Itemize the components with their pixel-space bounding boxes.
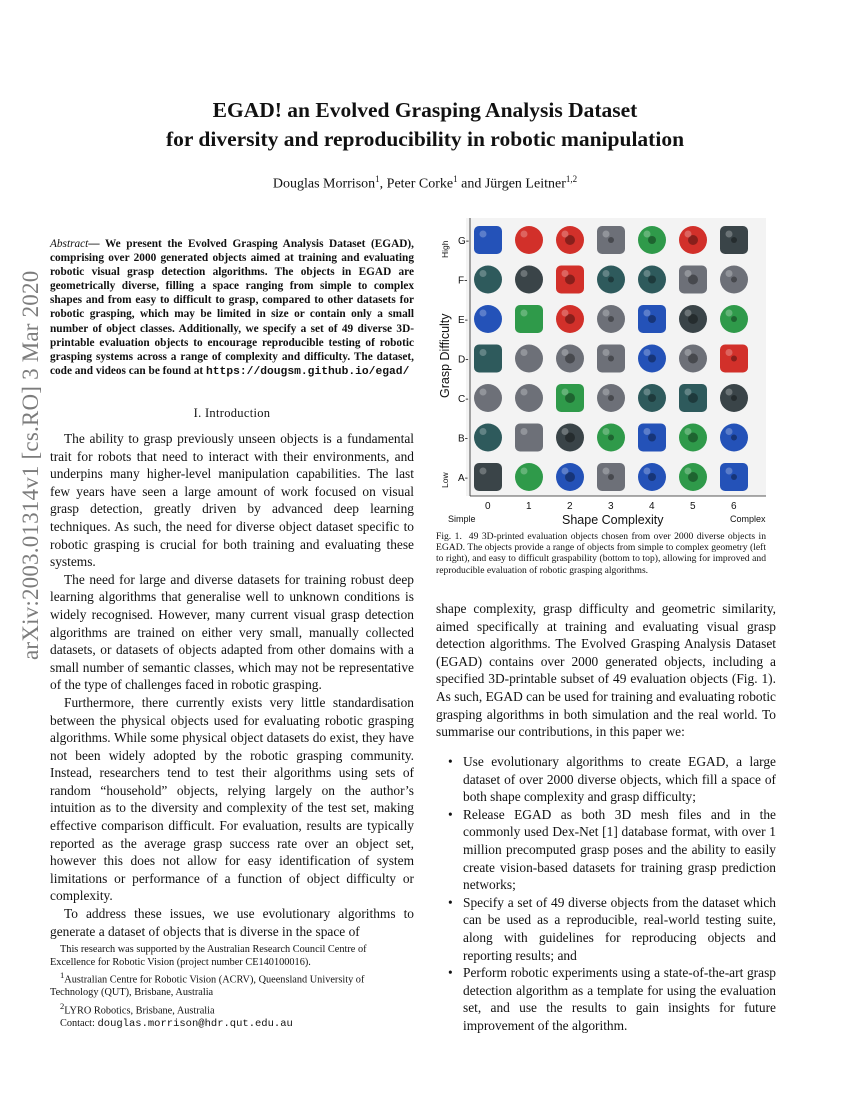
object-cell: [515, 226, 543, 254]
object-cell: [474, 384, 502, 412]
object-cell: [597, 463, 625, 491]
object-highlight: [562, 468, 569, 475]
object-cell: [679, 226, 707, 254]
y-tick-label: B-: [458, 433, 468, 445]
object-highlight: [521, 389, 528, 396]
object-cell: [515, 305, 543, 333]
object-cell: [679, 384, 707, 412]
object-highlight: [480, 349, 487, 356]
object-highlight: [603, 389, 610, 396]
object-hole: [608, 237, 614, 243]
object-cell: [474, 424, 502, 452]
object-highlight: [603, 231, 610, 238]
object-shape: [515, 384, 543, 412]
author-1-affiliation: 1: [375, 174, 380, 184]
object-hole: [648, 236, 656, 244]
object-cell: [597, 226, 625, 254]
object-highlight: [521, 231, 528, 238]
object-cell: [556, 266, 584, 294]
affiliation-2: $^2$LYRO Robotics, Brisbane, Australia: [60, 1000, 215, 1017]
object-cell: [597, 305, 625, 333]
arxiv-stamp: arXiv:2003.01314v1 [cs.RO] 3 Mar 2020: [18, 270, 43, 660]
y-tick-label: D-: [458, 354, 469, 366]
object-cell: [720, 384, 748, 412]
abstract-text: — We present the Evolved Grasping Analysis Dataset (EGAD), comprising over 2000 generated objects aimed at training and evaluating robotic visual grasp detection algorithms. The objects in EGAD are geometrically diverse, filling a space ranging from simple to complex shapes and from easy to difficult to grasp, compared to other datasets for robotic grasping, which may be limited in size or contain only a small number of object classes. Additionally, we specify a set of 49 diverse 3D-printable evaluation objects to encourage reproducible testing of robotic grasping systems across a range of complexity and difficulty. The dataset, code and videos can be found at: [50, 238, 414, 377]
contact-line: Contact: douglas.morrison@hdr.qut.edu.au: [60, 1017, 293, 1030]
y-tick-label: C-: [458, 394, 469, 405]
contact-email-link[interactable]: douglas.morrison@hdr.qut.edu.au: [97, 1017, 293, 1030]
object-highlight: [726, 468, 733, 475]
object-highlight: [521, 349, 528, 356]
contribution-list: [436, 753, 776, 1035]
author-list: Douglas Morrison$^1$, Peter Corke$^1$ and Jürgen Leitner$^{1,2}$: [272, 174, 578, 192]
intro-paragraph: The need for large and diverse datasets for training robust deep learning algorithms that generalise well to unknown conditions is widely recognised. However, many current visual grasp detection algorithms are trained on either very small, manually collected datasets, or datasets of objects adapted from other domains with a small number of semantic classes, which may not be representative of the type of challenges faced in robotic grasping.: [50, 571, 414, 693]
title-line-2: for diversity and reproducibility in robotic manipulation: [165, 127, 685, 151]
object-cell: [597, 384, 625, 412]
object-highlight: [685, 389, 692, 396]
list-item: • Specify a set of 49 diverse objects from the dataset which can be used as a reproducible, real-world testing suite, along with guidelines for reproducing objects and reporting results; and: [448, 894, 776, 963]
object-highlight: [644, 270, 651, 277]
funding-note: This research was supported by the Australian Research Council Centre of Excellence for Robotic Vision (project number CE140100016).: [50, 944, 367, 968]
object-highlight: [562, 270, 569, 277]
object-cell: [720, 305, 748, 333]
object-shape: [474, 305, 502, 333]
object-shape: [515, 424, 543, 452]
x-tick-label: 1: [526, 501, 532, 512]
object-cell: [720, 266, 748, 294]
caption-label: Fig. 1.: [436, 531, 462, 542]
object-shape: [474, 384, 502, 412]
x-simple-label: Simple: [448, 514, 476, 524]
object-highlight: [562, 428, 569, 435]
object-highlight: [603, 428, 610, 435]
object-cell: [638, 424, 666, 452]
object-cell: [679, 266, 707, 294]
object-hole: [731, 356, 737, 362]
object-cell: [474, 345, 502, 373]
object-hole: [608, 277, 614, 283]
x-tick-label: 5: [690, 501, 696, 512]
abstract-label: Abstract: [50, 238, 89, 250]
footnotes: [50, 944, 414, 1030]
y-tick-label: G-: [458, 236, 470, 247]
figure-caption: [436, 531, 766, 576]
y-high-label: High: [440, 240, 450, 258]
object-hole: [608, 316, 614, 322]
object-cell: [474, 305, 502, 333]
object-cell: [679, 424, 707, 452]
intro-left-column: [50, 430, 414, 940]
affiliation-2-mark: 2: [60, 1000, 65, 1011]
author-1: Douglas Morrison: [272, 176, 376, 192]
object-highlight: [685, 428, 692, 435]
author-3: Jürgen Leitner: [484, 176, 566, 192]
object-highlight: [726, 349, 733, 356]
object-cell: [597, 424, 625, 452]
object-cell: [515, 463, 543, 491]
object-highlight: [480, 468, 487, 475]
bullet-icon: •: [448, 965, 453, 981]
object-highlight: [603, 349, 610, 356]
object-highlight: [726, 389, 733, 396]
object-hole: [648, 276, 656, 284]
object-shape: [474, 226, 502, 254]
bullet-icon: •: [448, 806, 453, 822]
object-highlight: [521, 468, 528, 475]
object-cell: [556, 384, 584, 412]
object-shape: [474, 424, 502, 452]
object-highlight: [603, 468, 610, 475]
object-hole: [731, 237, 737, 243]
object-hole: [648, 473, 656, 481]
object-highlight: [644, 468, 651, 475]
object-highlight: [726, 310, 733, 317]
object-highlight: [603, 310, 610, 317]
author-2-affiliation: 1: [453, 174, 458, 184]
object-cell: [515, 424, 543, 452]
author-conjunction: and: [461, 176, 482, 192]
object-cell: [679, 305, 707, 333]
object-shape: [515, 305, 543, 333]
object-highlight: [562, 231, 569, 238]
list-item: • Use evolutionary algorithms to create EGAD, a large dataset of over 2000 diverse objects, which fill a space of both shape complexity and grasp difficulty;: [448, 754, 776, 805]
object-cell: [556, 226, 584, 254]
object-highlight: [480, 389, 487, 396]
object-hole: [608, 474, 614, 480]
object-highlight: [521, 270, 528, 277]
object-highlight: [480, 428, 487, 435]
object-highlight: [480, 231, 487, 238]
object-cell: [515, 384, 543, 412]
object-hole: [731, 395, 737, 401]
x-complex-label: Complex: [730, 514, 766, 524]
object-cell: [597, 266, 625, 294]
object-cell: [638, 463, 666, 491]
author-3-affiliation: 1,2: [565, 174, 578, 184]
object-shape: [474, 463, 502, 491]
object-shape: [515, 266, 543, 294]
x-axis-title: Shape Complexity: [562, 513, 664, 527]
object-highlight: [521, 310, 528, 317]
object-cell: [597, 345, 625, 373]
object-highlight: [562, 389, 569, 396]
caption-text: 49 3D-printed evaluation objects chosen from over 2000 diverse objects in EGAD. The objects provide a range of objects from simple to complex geometry (left to right), and easy to difficult graspability (bottom to top), allowing for improved and reproducible evaluation of robotic grasping algorithms.: [436, 531, 767, 576]
object-shape: [515, 226, 543, 254]
intro-right-column: [436, 600, 776, 741]
object-highlight: [644, 428, 651, 435]
object-highlight: [726, 428, 733, 435]
x-tick-label: 0: [485, 501, 491, 512]
object-hole: [608, 395, 614, 401]
object-shape: [515, 463, 543, 491]
object-cell: [638, 266, 666, 294]
object-cell: [474, 463, 502, 491]
affiliation-1-mark: 1: [60, 970, 65, 981]
object-hole: [648, 315, 656, 323]
object-cell: [720, 345, 748, 373]
object-highlight: [562, 349, 569, 356]
object-hole: [648, 394, 656, 402]
object-hole: [608, 356, 614, 362]
object-highlight: [685, 349, 692, 356]
object-shape: [474, 266, 502, 294]
object-highlight: [480, 270, 487, 277]
object-cell: [679, 345, 707, 373]
y-axis-title: Grasp Difficulty: [438, 313, 452, 398]
object-highlight: [644, 231, 651, 238]
object-highlight: [726, 270, 733, 277]
bullet-icon: •: [448, 894, 453, 910]
y-tick-label: A-: [458, 473, 468, 484]
object-cell: [556, 424, 584, 452]
object-cell: [556, 345, 584, 373]
object-hole: [648, 355, 656, 363]
object-cell: [720, 463, 748, 491]
y-tick-label: E-: [458, 315, 468, 326]
x-tick-label: 4: [649, 501, 655, 512]
x-tick-label: 2: [567, 501, 573, 512]
object-highlight: [685, 231, 692, 238]
section-heading: I. Introduction: [193, 406, 271, 420]
object-cell: [638, 384, 666, 412]
object-cell: [679, 463, 707, 491]
affiliation-1: $^1$Australian Centre for Robotic Vision (ACRV), Queensland University of Technology (QUT), Brisbane, Australia: [50, 970, 365, 999]
object-highlight: [644, 389, 651, 396]
object-highlight: [685, 310, 692, 317]
object-highlight: [644, 349, 651, 356]
right-paragraph: shape complexity, grasp difficulty and geometric similarity, aimed specifically at training and evaluating visual grasp detection algorithms. The Evolved Grasping Analysis Dataset (EGAD) contains over 2000 generated objects, including a specified 3D-printable subset of 49 evaluation objects (Fig. 1). As such, EGAD can be used for training and evaluating robotic grasping algorithms in both simulation and the real world. To summarise our contributions, in this paper we:: [436, 601, 776, 740]
object-cell: [515, 345, 543, 373]
object-cell: [556, 463, 584, 491]
object-highlight: [726, 231, 733, 238]
list-item: • Perform robotic experiments using a state-of-the-art grasp detection algorithm as a template for using the evaluation set, and use the results to gain insights for future improvement of the algorithm.: [448, 965, 776, 1033]
object-highlight: [685, 468, 692, 475]
abstract: [50, 237, 414, 379]
x-tick-label: 6: [731, 501, 737, 512]
object-cell: [556, 305, 584, 333]
object-cell: [720, 424, 748, 452]
object-cell: [720, 226, 748, 254]
author-2: Peter Corke: [386, 176, 454, 192]
object-highlight: [685, 270, 692, 277]
object-cell: [515, 266, 543, 294]
object-highlight: [480, 310, 487, 317]
object-cell: [638, 345, 666, 373]
object-cell: [474, 226, 502, 254]
object-highlight: [562, 310, 569, 317]
intro-paragraph: To address these issues, we use evolutionary algorithms to generate a dataset of objects that is diverse in the space of: [50, 906, 414, 939]
object-hole: [731, 277, 737, 283]
object-cell: [474, 266, 502, 294]
y-low-label: Low: [440, 472, 450, 488]
y-tick-label: F-: [458, 275, 468, 287]
object-hole: [731, 474, 737, 480]
paper-title: [0, 96, 850, 154]
intro-paragraph: Furthermore, there currently exists very little standardisation between the physical objects used for evaluating robotic grasping algorithms. While some physical object datasets do exist, they have not been widely adopted by the robotic grasping community. Instead, researchers tend to test their algorithms using sets of random “household” objects, relying largely on the author’s intuition as to the diversity and complexity of the test set, making effective comparison difficult. For evaluation, results are typically reported as the average grasp success rate over an object set, however this does not allow for easy identification of system limitations or performance of a function of object difficulty or complexity.: [50, 694, 414, 904]
list-item: • Release EGAD as both 3D mesh files and in the commonly used Dex-Net [1] database format, with over 1 million precomputed grasp poses and the ability to easily create vision-based datasets for training grasp prediction networks;: [448, 806, 776, 893]
object-shape: [474, 345, 502, 373]
object-highlight: [603, 270, 610, 277]
object-highlight: [521, 428, 528, 435]
object-hole: [648, 434, 656, 442]
object-highlight: [644, 310, 651, 317]
project-url-link[interactable]: https://dougsm.github.io/egad/: [205, 365, 410, 378]
object-hole: [731, 435, 737, 441]
title-line-1: EGAD! an Evolved Grasping Analysis Dataset: [212, 98, 638, 122]
figure-object-grid: [436, 218, 766, 528]
object-shape: [515, 345, 543, 373]
object-cell: [638, 305, 666, 333]
object-hole: [608, 435, 614, 441]
object-hole: [731, 316, 737, 322]
bullet-icon: •: [448, 754, 453, 769]
x-tick-label: 3: [608, 501, 614, 512]
intro-paragraph: The ability to grasp previously unseen objects is a fundamental trait for robots that need to interact with their environments, and underpins many higher-level manipulation capabilities. The last few years have seen a large amount of work focused on visual grasp detection, greatly driven by advanced deep learning techniques. As such, the need for diverse object dataset specific to robotic grasping is crucial for both training and evaluating these systems.: [50, 431, 414, 570]
object-cell: [638, 226, 666, 254]
x-tick-labels: [485, 501, 737, 512]
